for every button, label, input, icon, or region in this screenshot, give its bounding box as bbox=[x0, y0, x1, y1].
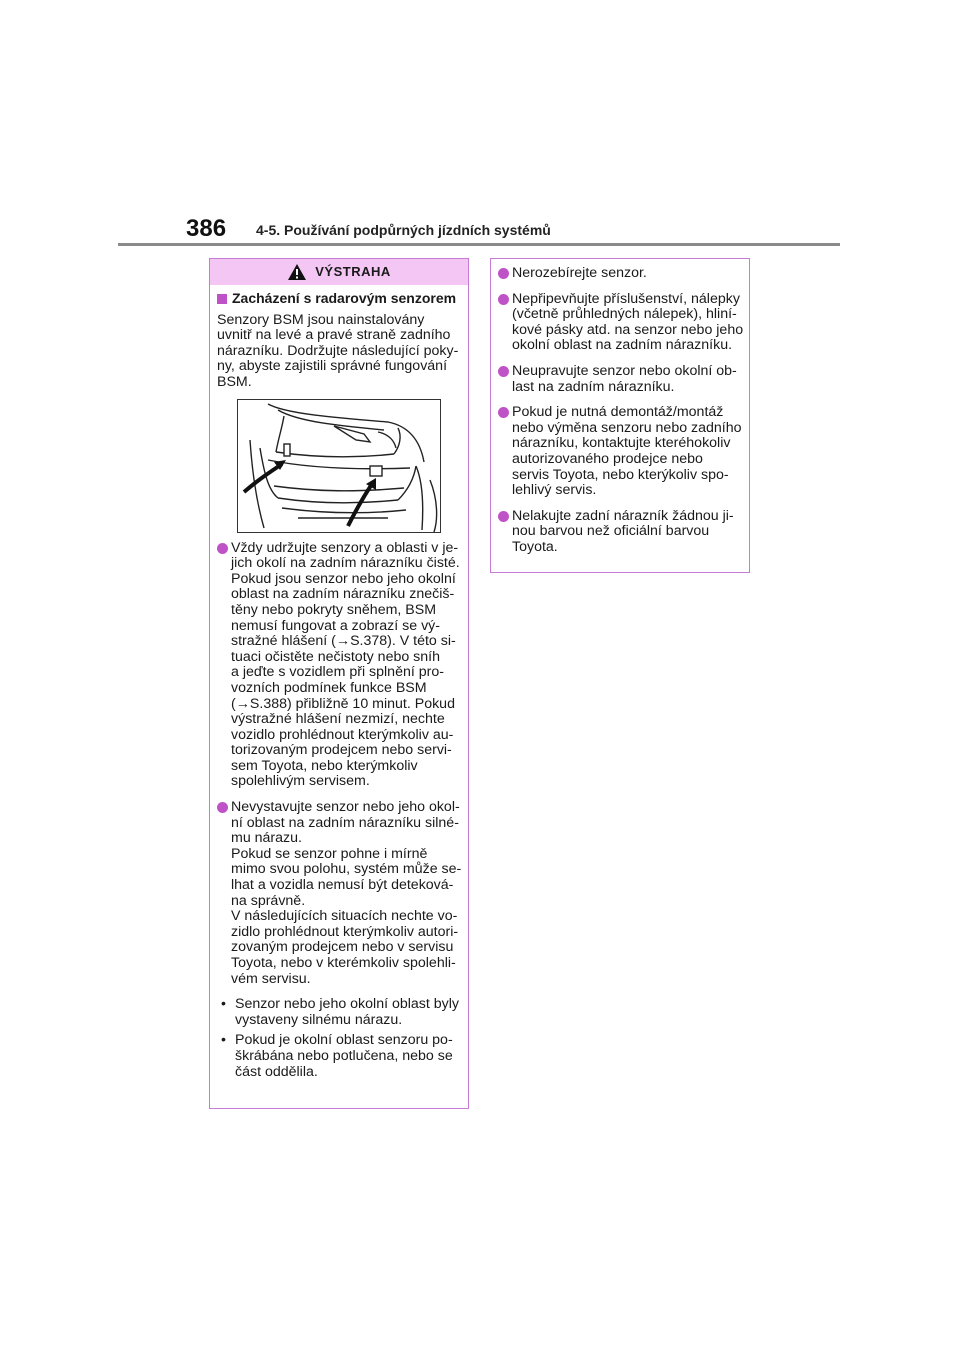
warning-triangle-icon bbox=[287, 263, 307, 281]
bullet-do-not-modify: Neupravujte senzor nebo okolní ob- last na zadním nárazníku. bbox=[498, 364, 742, 395]
circle-bullet-icon bbox=[217, 802, 228, 813]
circle-bullet-icon bbox=[498, 407, 509, 418]
bullet-do-not-paint: Nelakujte zadní nárazník žádnou ji- nou barvou než oficiální barvou Toyota. bbox=[498, 509, 742, 556]
car-rear-drawing bbox=[238, 400, 440, 532]
dot-item-scratched: • Pokud je okolní oblast senzoru po- škrábána nebo potlučena, nebo se část oddělila. bbox=[221, 1032, 453, 1080]
warning-box bbox=[209, 258, 469, 1109]
circle-bullet-icon bbox=[498, 294, 509, 305]
page-number: 386 bbox=[186, 215, 227, 242]
warning-header bbox=[210, 259, 468, 285]
bullet-contact-dealer: Pokud je nutná demontáž/montáž nebo výměna senzoru nebo zadního nárazníku, kontaktujte kteréhokoliv autorizovaného prodejce nebo servis Toyota, nebo kterýkoliv spo- lehlivý servis. bbox=[498, 405, 742, 499]
intro-paragraph: Senzory BSM jsou nainstalovány uvnitř na levé a pravé straně zadního nárazníku. Dodržujte následující poky- ny, abyste zajistili správné fungování BSM. bbox=[217, 311, 459, 390]
subheading-text: Zacházení s radarovým senzorem bbox=[232, 290, 457, 306]
header-divider bbox=[118, 243, 840, 246]
dot-bullet-icon: • bbox=[221, 1032, 226, 1049]
warning-subheading bbox=[217, 291, 461, 307]
circle-bullet-icon bbox=[498, 511, 509, 522]
section-title: 4-5. Používání podpůrných jízdních systémů bbox=[256, 222, 551, 238]
square-bullet-icon bbox=[217, 294, 227, 304]
circle-bullet-icon bbox=[498, 366, 509, 377]
warning-continuation-box bbox=[490, 258, 750, 573]
warning-title: VÝSTRAHA bbox=[315, 264, 391, 280]
dot-item-impact: • Senzor nebo jeho okolní oblast byly vystaveny silnému nárazu. bbox=[221, 996, 459, 1028]
bullet-do-not-disassemble: Nerozebírejte senzor. bbox=[498, 266, 742, 282]
circle-bullet-icon bbox=[217, 543, 228, 554]
circle-bullet-icon bbox=[498, 268, 509, 279]
bullet-keep-sensors-clean: Vždy udržujte senzory a oblasti v je- jich okolí na zadním nárazníku čisté. Pokud jsou senzor nebo jeho okolní oblast na zadním nárazníku znečiš- těny nebo pokryty sněhem, BSM nemusí fungovat a zobrazí se vý- stražné hlášení (→S.378). V této si- tuaci očistěte nečistoty nebo sníh a jeďte s vozidlem při splnění pro- vozních podmínek funkce BSM (→S.388) přibližně 10 minut. Pokud výstražné hlášení nezmizí, nechte vozidlo prohlédnout kterýmkoliv au- torizovaným prodejcem nebo servi- sem Toyota, nebo kterýmkoliv spolehlivým servisem. bbox=[217, 541, 461, 791]
bullet-avoid-impact: Nevystavujte senzor nebo jeho okol- ní oblast na zadním nárazníku silné- mu nárazu. Pokud se senzor pohne i mírně mimo svou polohu, systém může se- lhat a vozidla nemusí být deteková- na správně. V následujících situacích nechte vo- zidlo prohlédnout kterýmkoliv autori- zovaným prodejcem nebo v servisu Toyota, nebo v kterémkoliv spolehli- vém servisu. bbox=[217, 800, 461, 987]
bullet-no-accessories: Nepřipevňujte příslušenství, nálepky (včetně průhledných nálepek), hliní- kové pásky atd. na senzor nebo jeho okolní oblast na zadním nárazníku. bbox=[498, 292, 742, 354]
dot-bullet-icon: • bbox=[221, 996, 226, 1013]
bumper-sensor-illustration bbox=[237, 399, 441, 533]
